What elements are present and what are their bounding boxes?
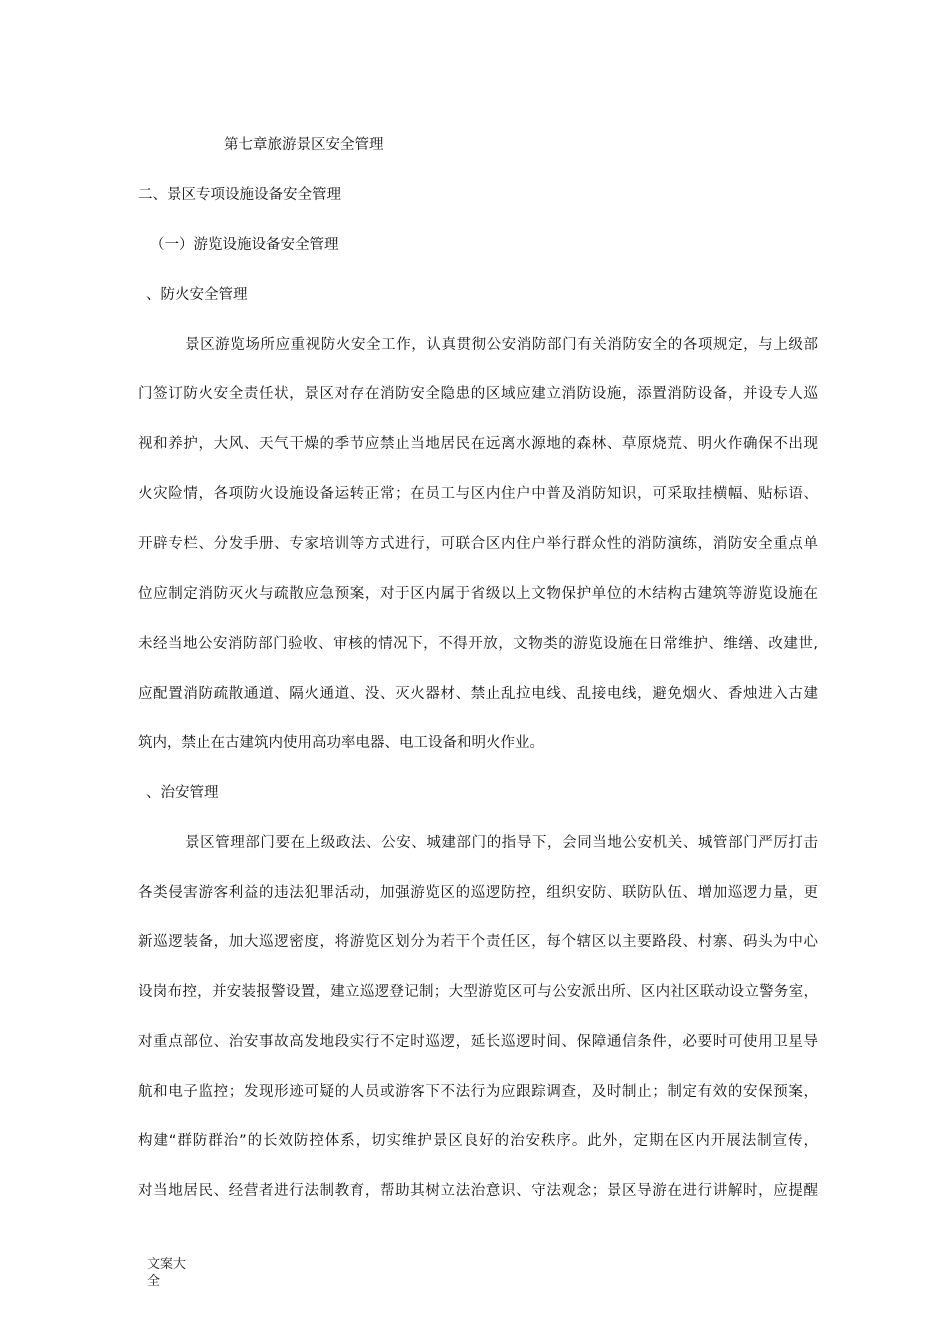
security-paragraph-line: 景区管理部门要在上级政法、公安、城建部门的指导下，会同当地公安机关、城管部门严厉打击 — [185, 835, 818, 851]
subsection-heading: （一）游览设施设备安全管理 — [150, 237, 339, 253]
fire-paragraph-line: 火灾险情，各项防火设施设备运转正常；在员工与区内住户中普及消防知识，可采取挂横幅、贴标语、 — [138, 486, 818, 502]
fire-paragraph-line: 景区游览场所应重视防火安全工作，认真贯彻公安消防部门有关消防安全的各项规定，与上级部 — [185, 337, 818, 353]
security-paragraph-line: 航和电子监控；发现形迹可疑的人员或游客下不法行为应跟踪调查，及时制止；制定有效的安保预案， — [138, 1084, 818, 1100]
section-heading: 二、景区专项设施设备安全管理 — [138, 187, 341, 203]
fire-paragraph-line: 开辟专栏、分发手册、专家培训等方式进行，可联合区内住户举行群众性的消防演练，消防安全重点单 — [138, 536, 818, 552]
fire-paragraph-line: 视和养护，大风、天气干燥的季节应禁止当地居民在远离水源地的森林、草原烧荒、明火作确保不出现 — [138, 436, 818, 452]
chapter-title: 第七章旅游景区安全管理 — [224, 137, 384, 153]
security-heading: 、治安管理 — [146, 785, 219, 801]
security-paragraph-line: 对重点部位、治安事故高发地段实行不定时巡逻，延长巡逻时间、保障通信条件，必要时可使用卫星导 — [138, 1034, 818, 1050]
security-paragraph-line: 构建“群防群治”的长效防控体系，切实维护景区良好的治安秩序。此外，定期在区内开展法制宣传， — [138, 1133, 818, 1149]
page-footer: 文案大全 — [147, 1257, 187, 1289]
security-paragraph-line: 各类侵害游客利益的违法犯罪活动，加强游览区的巡逻防控，组织安防、联防队伍、增加巡逻力量，更 — [138, 885, 818, 901]
security-paragraph-line: 新巡逻装备，加大巡逻密度，将游览区划分为若干个责任区，每个辖区以主要路段、村寨、码头为中心 — [138, 934, 818, 950]
fire-safety-heading: 、防火安全管理 — [146, 287, 248, 303]
security-paragraph-line: 对当地居民、经营者进行法制教育，帮助其树立法治意识、守法观念；景区导游在进行讲解时，应提醒 — [138, 1183, 818, 1199]
fire-paragraph-line: 未经当地公安消防部门验收、审核的情况下，不得开放，文物类的游览设施在日常维护、维缮、改建世, — [138, 636, 818, 652]
fire-paragraph-line: 门签订防火安全责任状，景区对存在消防安全隐患的区域应建立消防设施，添置消防设备，并设专人巡 — [138, 386, 818, 402]
fire-paragraph-line: 筑内，禁止在古建筑内使用高功率电器、电工设备和明火作业。 — [138, 735, 544, 751]
fire-paragraph-line: 应配置消防疏散通道、隔火通道、没、灭火器材、禁止乱拉电线、乱接电线，避免烟火、香烛进入古建 — [138, 686, 818, 702]
security-paragraph-line: 设岗布控，并安装报警设置，建立巡逻登记制；大型游览区可与公安派出所、区内社区联动设立警务室， — [138, 984, 818, 1000]
fire-paragraph-line: 位应制定消防灭火与疏散应急预案，对于区内属于省级以上文物保护单位的木结构古建筑等游览设施在 — [138, 586, 818, 602]
